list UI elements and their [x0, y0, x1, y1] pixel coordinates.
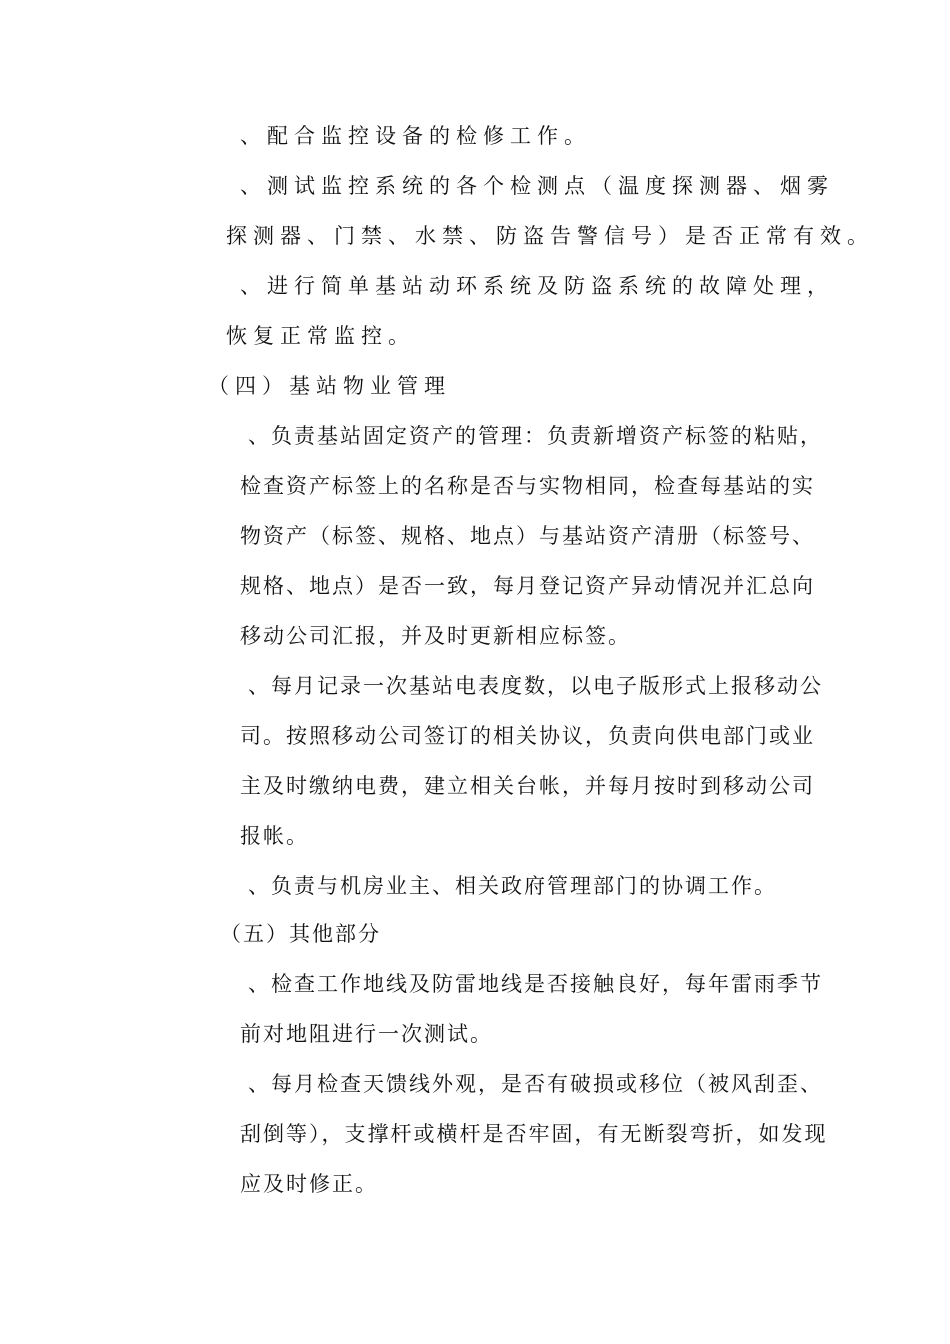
paragraph-line: 、负责与机房业主、相关政府管理部门的协调工作。 [248, 874, 777, 898]
paragraph-line: 物资产（标签、规格、地点）与基站资产清册（标签号、 [240, 524, 815, 548]
paragraph-line: 检查资产标签上的名称是否与实物相同，检查每基站的实 [240, 474, 815, 498]
paragraph-line: 应及时修正。 [240, 1172, 378, 1196]
paragraph-line: 探测器、门禁、水禁、防盗告警信号）是否正常有效。 [226, 224, 874, 248]
paragraph-line: 、进行简单基站动环系统及防盗系统的故障处理， [240, 274, 834, 298]
section-heading: （五）其他部分 [220, 922, 381, 946]
paragraph-line: 规格、地点）是否一致，每月登记资产异动情况并汇总向 [240, 574, 815, 598]
paragraph-line: 司。按照移动公司签订的相关协议，负责向供电部门或业 [240, 724, 815, 748]
paragraph-line: 报帐。 [240, 824, 309, 848]
paragraph-line: 、每月检查天馈线外观，是否有破损或移位（被风刮歪、 [248, 1072, 823, 1096]
section-heading: （四）基站物业管理 [208, 374, 451, 398]
paragraph-line: 刮倒等），支撑杆或横杆是否牢固，有无断裂弯折，如发现 [240, 1122, 828, 1146]
paragraph-line: 、配合监控设备的检修工作。 [240, 124, 591, 148]
paragraph-line: 、测试监控系统的各个检测点（温度探测器、烟雾 [240, 174, 834, 198]
paragraph-line: 恢复正常监控。 [226, 324, 415, 348]
paragraph-line: 、负责基站固定资产的管理：负责新增资产标签的粘贴， [248, 424, 823, 448]
paragraph-line: 、检查工作地线及防雷地线是否接触良好，每年雷雨季节 [248, 972, 823, 996]
paragraph-line: 主及时缴纳电费，建立相关台帐，并每月按时到移动公司 [240, 774, 815, 798]
paragraph-line: 前对地阻进行一次测试。 [240, 1022, 493, 1046]
paragraph-line: 移动公司汇报，并及时更新相应标签。 [240, 624, 631, 648]
paragraph-line: 、每月记录一次基站电表度数，以电子版形式上报移动公 [248, 674, 823, 698]
